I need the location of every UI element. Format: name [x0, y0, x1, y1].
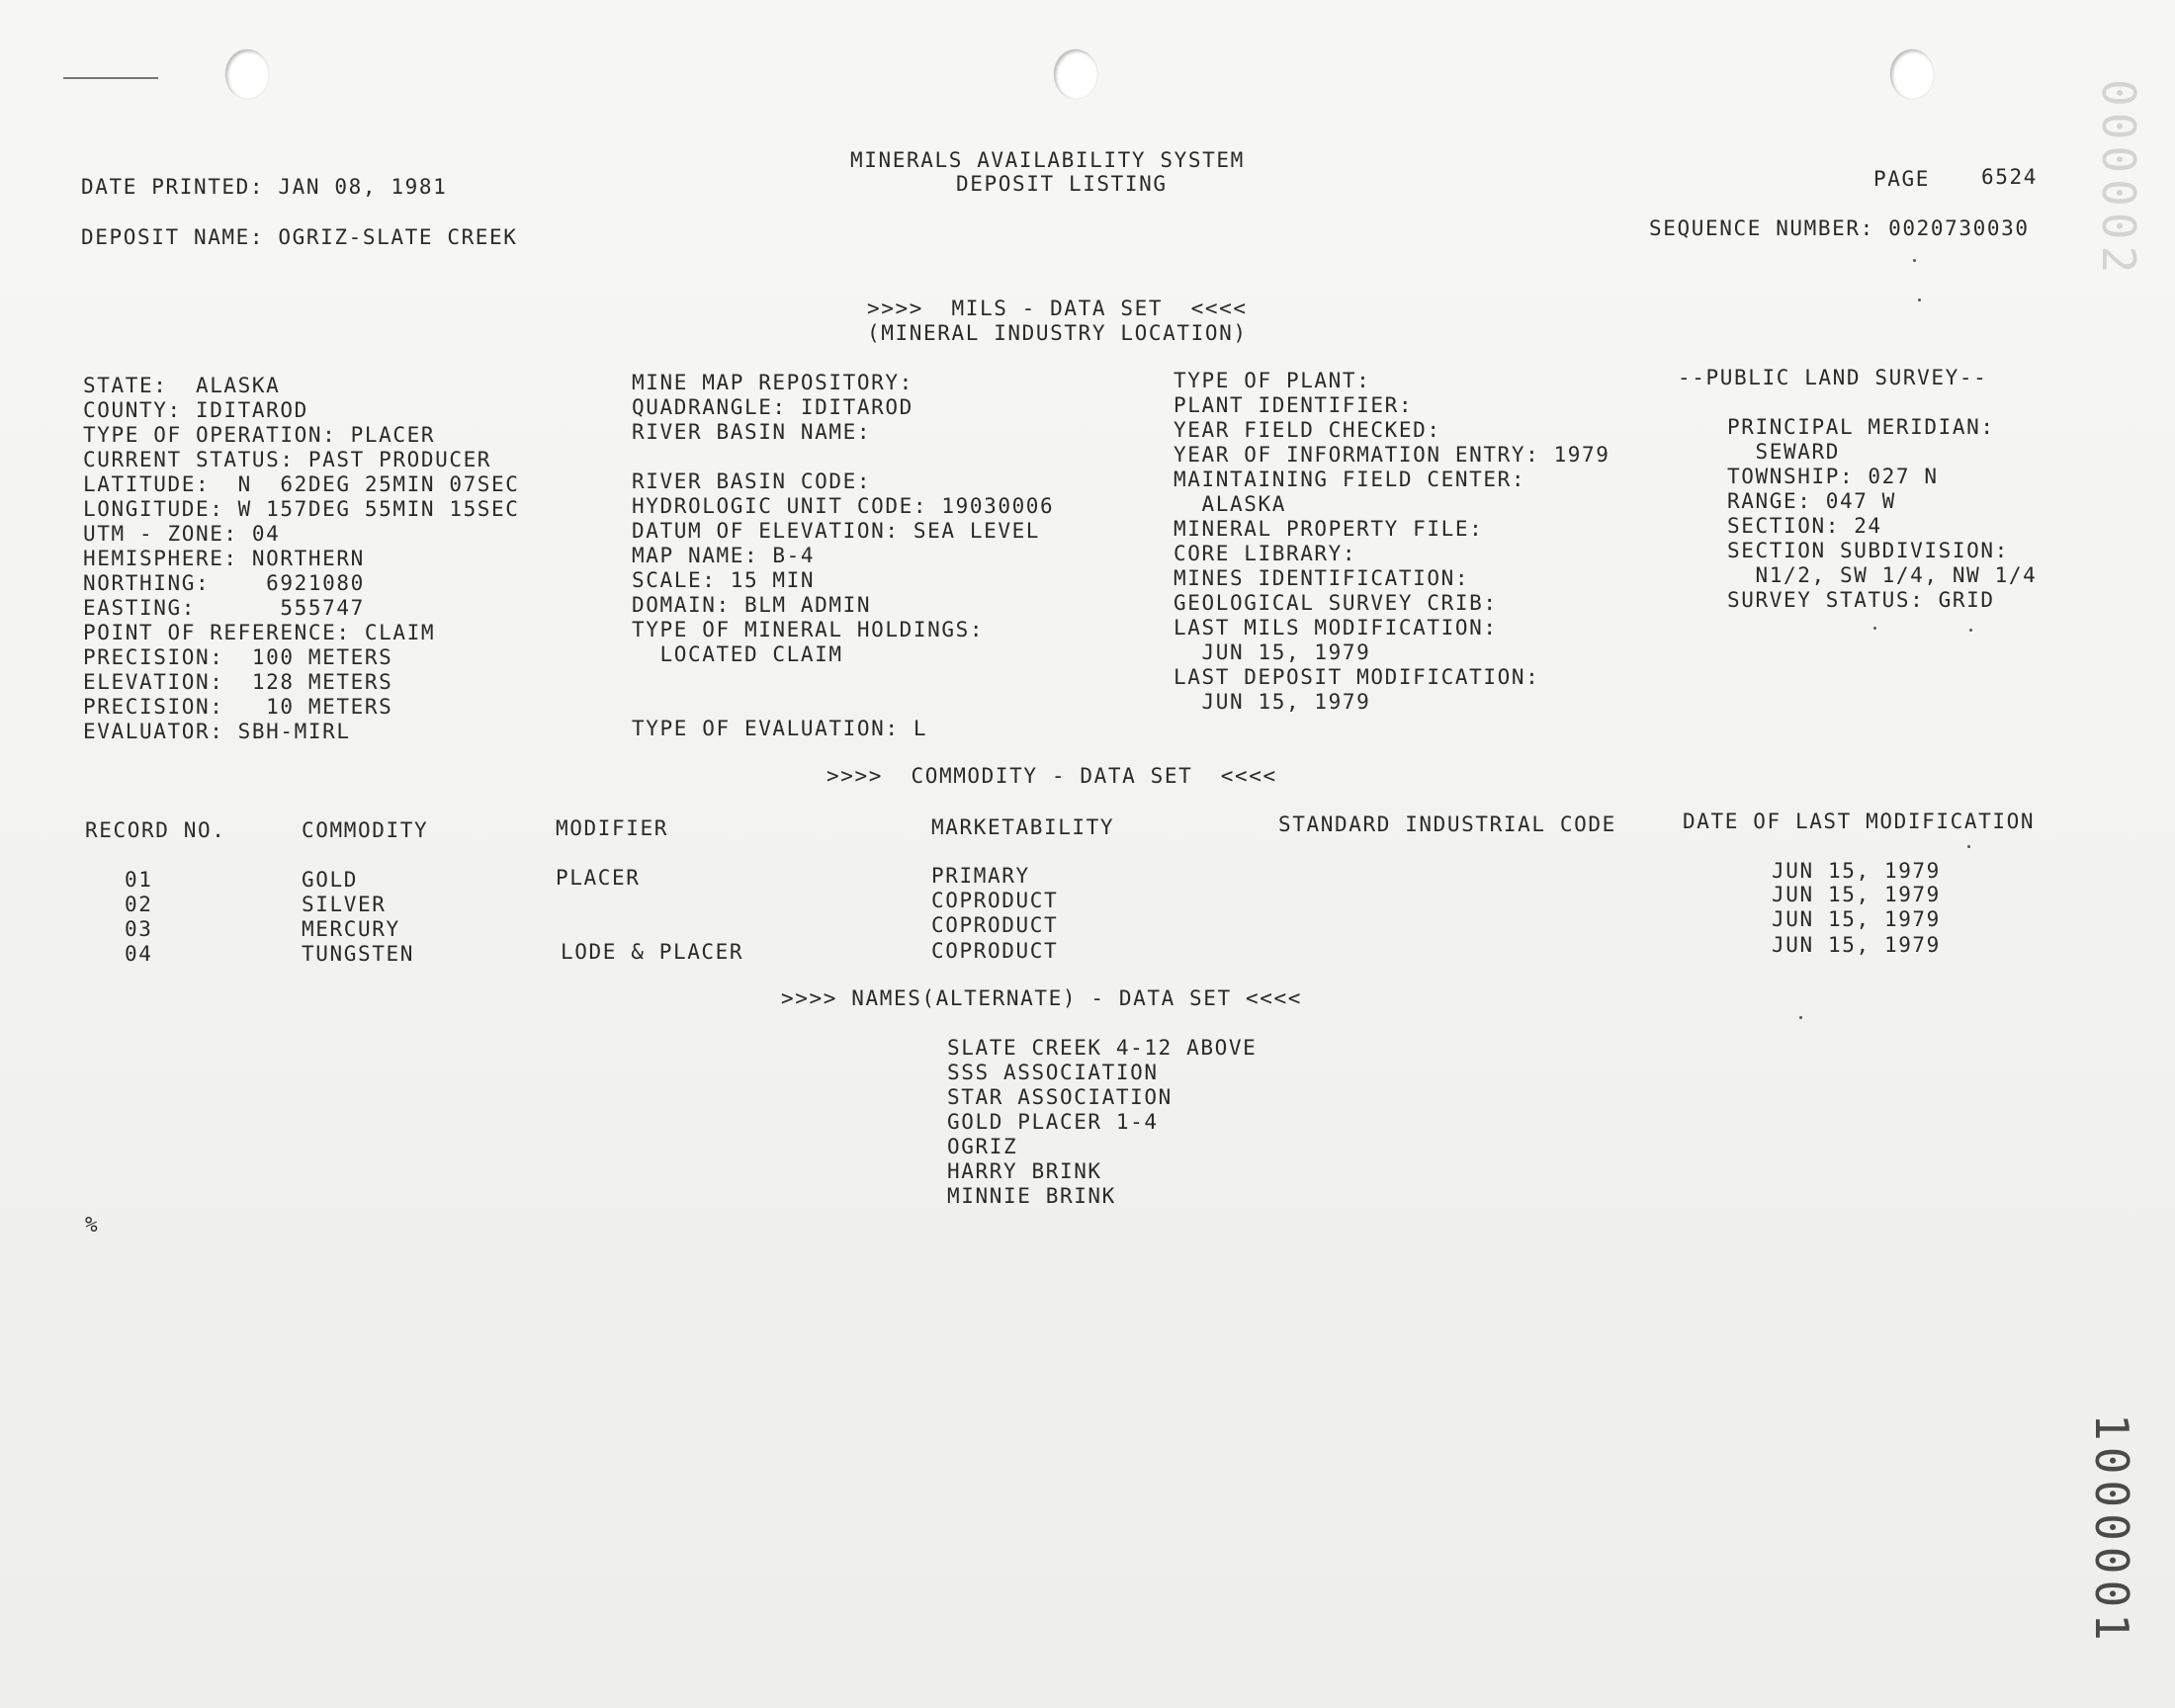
col-header-modifier: MODIFIER	[556, 816, 668, 840]
cell-marketability: COPRODUCT	[931, 889, 1059, 912]
mils-field: STATE: ALASKA	[83, 374, 281, 397]
cell-record-no: 01	[125, 868, 153, 892]
mils-field: EVALUATOR: SBH-MIRL	[83, 720, 351, 743]
cell-commodity: MERCURY	[302, 917, 400, 941]
mils-field: POINT OF REFERENCE: CLAIM	[83, 621, 436, 644]
col-header-marketability: MARKETABILITY	[931, 815, 1115, 839]
list-item: SLATE CREEK 4-12 ABOVE	[947, 1036, 1258, 1060]
mils-field: MAP NAME: B-4	[632, 544, 816, 567]
mils-field: DATUM OF ELEVATION: SEA LEVEL	[632, 519, 1041, 543]
land-survey-field: RANGE: 047 W	[1727, 489, 1896, 513]
cell-marketability: PRIMARY	[931, 864, 1030, 888]
cell-commodity: TUNGSTEN	[302, 942, 414, 966]
deposit-name: DEPOSIT NAME: OGRIZ-SLATE CREEK	[81, 225, 518, 249]
page-label: PAGE	[1873, 167, 1930, 191]
land-survey-field: SECTION SUBDIVISION:	[1727, 539, 2009, 562]
col-header-date-modified: DATE OF LAST MODIFICATION	[1683, 810, 2036, 833]
mils-heading: >>>> MILS - DATA SET <<<<	[867, 297, 1248, 320]
list-item: HARRY BRINK	[947, 1159, 1102, 1183]
mils-field: UTM - ZONE: 04	[83, 522, 281, 546]
mils-field: DOMAIN: BLM ADMIN	[632, 593, 872, 617]
sequence-number: SEQUENCE NUMBER: 0020730030	[1649, 216, 2030, 240]
land-survey-field: TOWNSHIP: 027 N	[1727, 465, 1939, 488]
system-title: MINERALS AVAILABILITY SYSTEM	[850, 148, 1245, 172]
date-printed: DATE PRINTED: JAN 08, 1981	[81, 175, 448, 199]
mils-subheading: (MINERAL INDUSTRY LOCATION)	[867, 321, 1248, 345]
pencil-mark	[63, 77, 158, 79]
land-survey-field: SURVEY STATUS: GRID	[1727, 588, 1995, 612]
mils-field: JUN 15, 1979	[1174, 640, 1371, 664]
print-dot	[1799, 1016, 1802, 1019]
cell-record-no: 02	[125, 893, 153, 916]
cell-marketability: COPRODUCT	[931, 939, 1059, 963]
mils-field: LONGITUDE: W 157DEG 55MIN 15SEC	[83, 497, 520, 521]
print-dot	[1967, 845, 1970, 848]
mils-field: HEMISPHERE: NORTHERN	[83, 547, 365, 570]
mils-field: PRECISION: 10 METERS	[83, 695, 393, 719]
mils-field: TYPE OF MINERAL HOLDINGS:	[632, 618, 985, 641]
land-survey-field: SECTION: 24	[1727, 514, 1882, 538]
commodity-heading: >>>> COMMODITY - DATA SET <<<<	[826, 764, 1277, 788]
mils-field: GEOLOGICAL SURVEY CRIB:	[1174, 591, 1498, 615]
mils-field: COUNTY: IDITAROD	[83, 398, 308, 422]
list-item: SSS ASSOCIATION	[947, 1061, 1159, 1084]
mils-field: MINE MAP REPOSITORY:	[632, 371, 914, 394]
page-number: 6524	[1981, 165, 2038, 189]
mils-field: RIVER BASIN CODE:	[632, 470, 872, 493]
cell-date: JUN 15, 1979	[1772, 907, 1941, 931]
list-item: OGRIZ	[947, 1135, 1018, 1158]
mils-field: LAST MILS MODIFICATION:	[1174, 616, 1498, 640]
mils-field: YEAR FIELD CHECKED:	[1174, 418, 1441, 442]
mils-field: SCALE: 15 MIN	[632, 568, 816, 592]
mils-field: MAINTAINING FIELD CENTER:	[1174, 468, 1526, 491]
mils-field: RIVER BASIN NAME:	[632, 420, 872, 444]
mils-field: YEAR OF INFORMATION ENTRY: 1979	[1174, 443, 1610, 467]
mils-field: QUADRANGLE: IDITAROD	[632, 395, 914, 419]
land-survey-field: --PUBLIC LAND SURVEY--	[1678, 366, 1988, 389]
mils-field: MINERAL PROPERTY FILE:	[1174, 517, 1484, 541]
mils-field: LATITUDE: N 62DEG 25MIN 07SEC	[83, 472, 520, 496]
mils-field: TYPE OF OPERATION: PLACER	[83, 423, 436, 447]
mils-field: TYPE OF PLANT:	[1174, 369, 1371, 392]
names-heading: >>>> NAMES(ALTERNATE) - DATA SET <<<<	[781, 986, 1302, 1010]
cell-record-no: 04	[125, 942, 153, 966]
land-survey-field: N1/2, SW 1/4, NW 1/4	[1727, 563, 2038, 587]
stamp-number-bottom: 1000001	[2085, 1413, 2138, 1647]
cell-modifier: LODE & PLACER	[561, 940, 744, 964]
cell-commodity: SILVER	[302, 893, 387, 916]
punch-hole-right	[1890, 49, 1934, 99]
cell-date: JUN 15, 1979	[1772, 883, 1941, 906]
cell-commodity: GOLD	[302, 868, 358, 892]
col-header-sic: STANDARD INDUSTRIAL CODE	[1278, 812, 1616, 836]
punch-hole-left	[225, 49, 269, 99]
cell-date: JUN 15, 1979	[1772, 933, 1941, 957]
punch-hole-center	[1054, 49, 1097, 99]
mils-field: LAST DEPOSIT MODIFICATION:	[1174, 665, 1540, 689]
mils-field: NORTHING: 6921080	[83, 571, 365, 595]
land-survey-field: SEWARD	[1727, 440, 1840, 464]
print-dot	[1918, 299, 1921, 301]
mils-field: MINES IDENTIFICATION:	[1174, 566, 1470, 590]
stamp-number-top: 000002	[2092, 79, 2145, 280]
percent-mark: %	[85, 1213, 100, 1237]
print-dot	[1969, 629, 1972, 632]
mils-field: LOCATED CLAIM	[632, 642, 843, 666]
cell-marketability: COPRODUCT	[931, 913, 1059, 937]
mils-field: CURRENT STATUS: PAST PRODUCER	[83, 448, 492, 471]
mils-field: CORE LIBRARY:	[1174, 542, 1357, 565]
mils-field: PRECISION: 100 METERS	[83, 645, 393, 669]
mils-field: TYPE OF EVALUATION: L	[632, 717, 928, 740]
col-header-record-no: RECORD NO.	[85, 818, 226, 842]
mils-field: PLANT IDENTIFIER:	[1174, 393, 1414, 417]
mils-field: ALASKA	[1174, 492, 1286, 516]
cell-record-no: 03	[125, 917, 153, 941]
mils-field: HYDROLOGIC UNIT CODE: 19030006	[632, 494, 1055, 518]
cell-modifier: PLACER	[556, 866, 641, 890]
print-dot	[1913, 259, 1916, 262]
list-item: MINNIE BRINK	[947, 1184, 1116, 1208]
listing-title: DEPOSIT LISTING	[956, 172, 1168, 196]
mils-field: ELEVATION: 128 METERS	[83, 670, 393, 694]
mils-field: JUN 15, 1979	[1174, 690, 1371, 714]
list-item: STAR ASSOCIATION	[947, 1085, 1173, 1109]
cell-date: JUN 15, 1979	[1772, 859, 1941, 883]
col-header-commodity: COMMODITY	[302, 818, 429, 842]
print-dot	[1873, 627, 1876, 630]
land-survey-field: PRINCIPAL MERIDIAN:	[1727, 415, 1995, 439]
list-item: GOLD PLACER 1-4	[947, 1110, 1159, 1134]
mils-field: EASTING: 555747	[83, 596, 365, 620]
